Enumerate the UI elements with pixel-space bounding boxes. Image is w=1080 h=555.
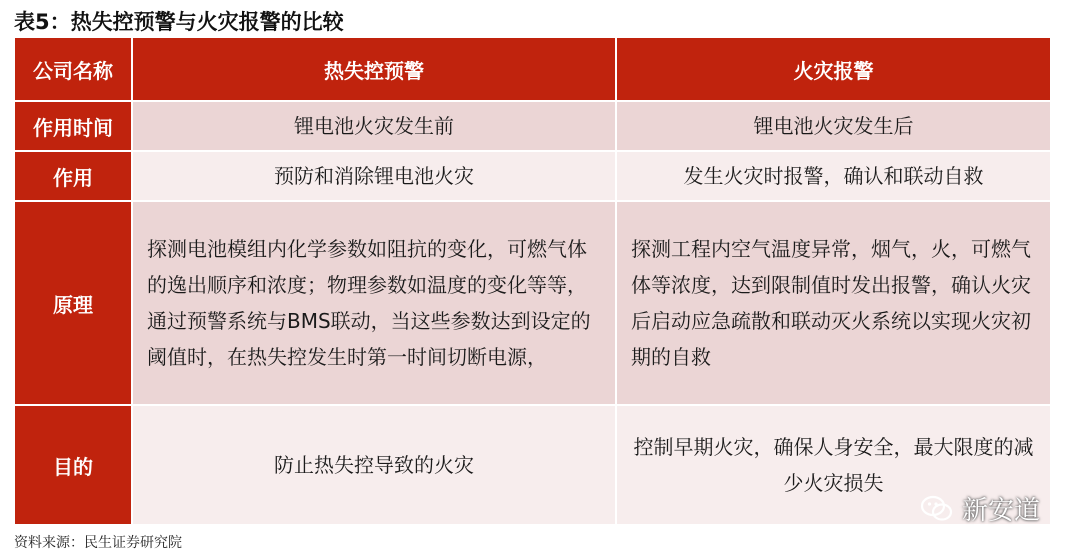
table-cell: 探测工程内空气温度异常，烟气，火，可燃气体等浓度，达到限制值时发出报警，确认火灾后启动应急疏散和联动灭火系统以实现火灾初期的自救 (617, 202, 1052, 406)
watermark (920, 490, 1040, 527)
source-note: 资料来源：民生证券研究院 (14, 535, 182, 551)
table-cell: 锂电池火灾发生后 (617, 102, 1052, 152)
comparison-table (15, 38, 1052, 526)
watermark-text: 新安道 (962, 496, 1041, 526)
table-cell: 控制早期火灾，确保人身安全，最大限度的减少火灾损失 (617, 406, 1052, 526)
header-company-name: 公司名称 (15, 38, 133, 102)
table-row (15, 152, 1052, 202)
table-cell: 防止热失控导致的火灾 (133, 406, 617, 526)
row-label: 作用 (15, 152, 133, 202)
header-thermal-runaway-warning: 热失控预警 (133, 38, 617, 102)
table-row (15, 202, 1052, 406)
row-label: 原理 (15, 202, 133, 406)
table-cell: 发生火灾时报警，确认和联动自救 (617, 152, 1052, 202)
row-label: 目的 (15, 406, 133, 526)
table-cell: 锂电池火灾发生前 (133, 102, 617, 152)
table-row (15, 406, 1052, 526)
table-cell: 预防和消除锂电池火灾 (133, 152, 617, 202)
header-fire-alarm: 火灾报警 (617, 38, 1052, 102)
table-header-row (15, 38, 1052, 102)
wechat-icon (920, 494, 954, 524)
table-title: 表5：热失控预警与火灾报警的比较 (14, 10, 344, 34)
table-row (15, 102, 1052, 152)
table-cell: 探测电池模组内化学参数如阻抗的变化，可燃气体的逸出顺序和浓度；物理参数如温度的变化等等，通过预警系统与BMS联动，当这些参数达到设定的阈值时，在热失控发生时第一时间切断电源， (133, 202, 617, 406)
row-label: 作用时间 (15, 102, 133, 152)
